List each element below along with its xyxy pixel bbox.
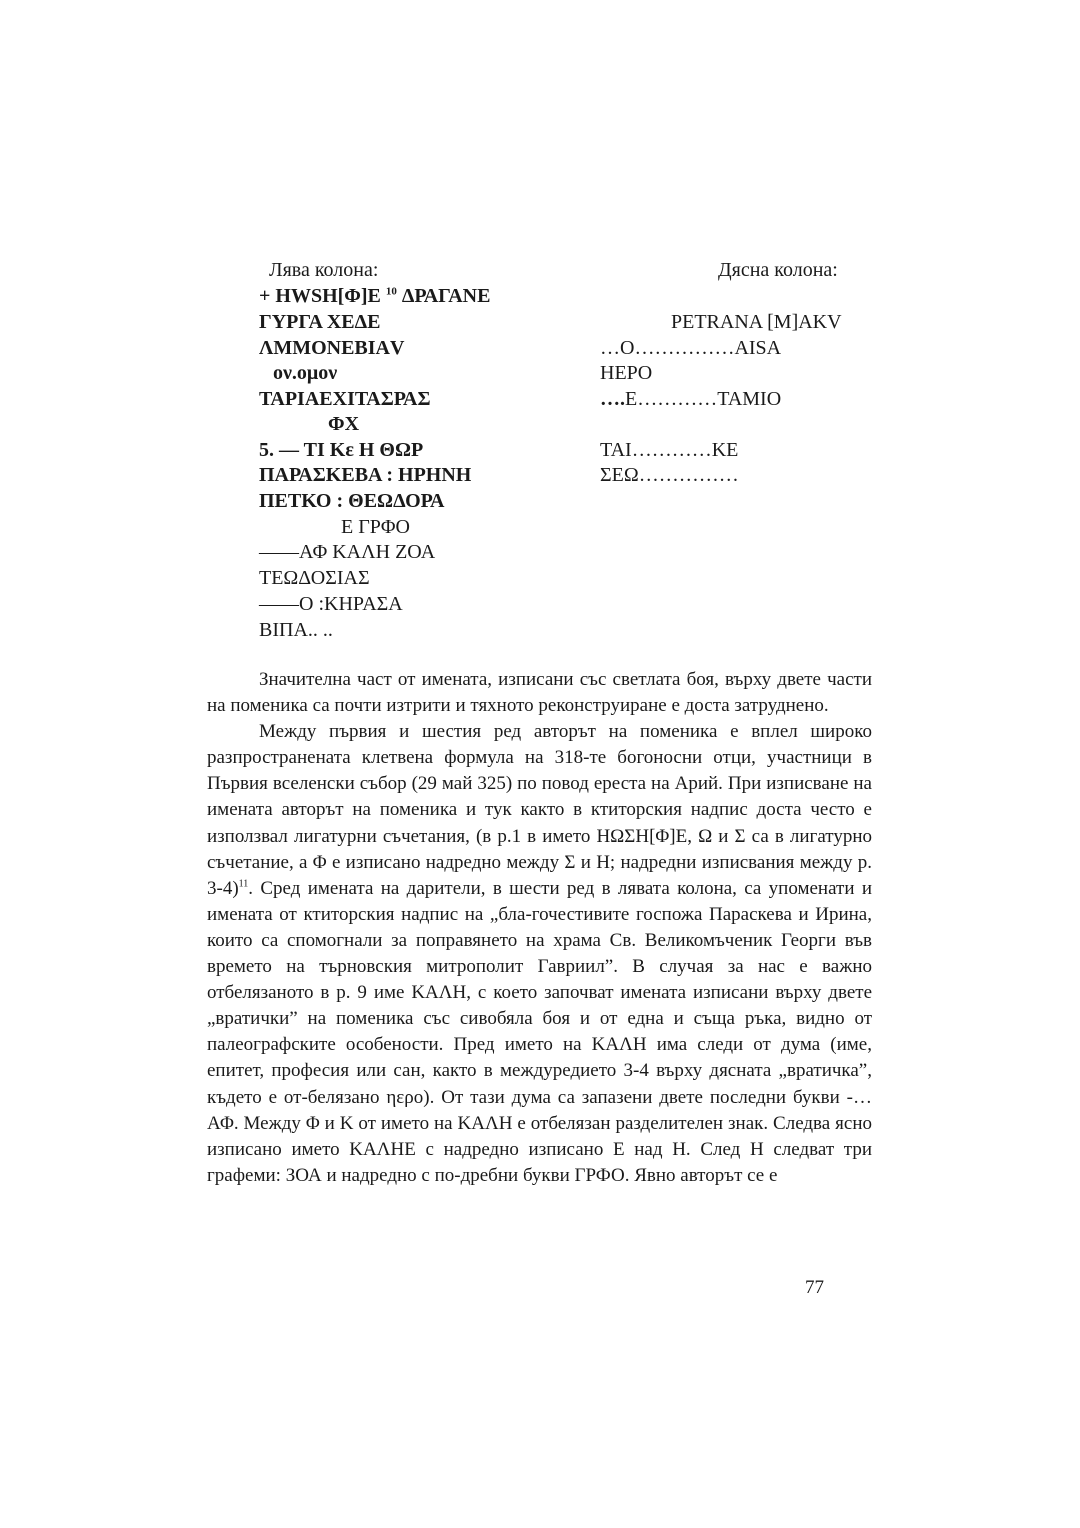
right-line-6: ΣΕΩ……………	[600, 464, 739, 486]
left-line-1-footnote-marker: 10	[385, 285, 397, 298]
paragraph-1: Значителна част от имената, изписани със светлата боя, върху двете части на поменика са почти изтрити и тяхното реконструиране е доста затруднено.	[207, 669, 872, 717]
right-line-3: HEPO	[600, 362, 653, 384]
right-line-4-dots: ….	[600, 388, 625, 410]
left-line-14: ΒΙΠΑ.. ..	[259, 619, 333, 641]
left-line-5: ΤΑΡΙΑΕΧΙΤΑΣΡΑΣ	[259, 388, 431, 410]
left-line-2: ΓΥΡΓΑ ΧΕΔΕ	[259, 311, 381, 333]
right-column-header: Дясна колона:	[718, 259, 838, 281]
right-line-1: PETRANA [M]AKV	[671, 311, 842, 333]
footnote-reference-11: 11	[238, 878, 249, 890]
left-line-11: ——ΑΦ ΚΑΛΗ ΖΟΑ	[259, 541, 436, 563]
right-line-4-text: E…………TAMIO	[625, 388, 782, 410]
left-line-7: 5. — ΤΙ Κε Η ΘΩΡ	[259, 439, 424, 461]
left-column-header: Лява колона:	[269, 259, 379, 281]
left-line-10: Ε ΓΡΦΟ	[341, 516, 410, 538]
left-line-1-text: + HWSH[Φ]E	[259, 285, 381, 307]
left-line-13: ——Ο :ΚΗΡΑΣΑ	[259, 593, 403, 615]
right-line-2: …O……………AISA	[600, 337, 782, 359]
left-line-4: ον.ομον	[273, 362, 338, 384]
paragraph-2-part-2: . Сред имената на дарители, в шести ред в лявата колона, са упоменати и имената от ктиторския надпис на „бла-гочестивите госпожа Параскева и Ирина, които са спомогнали за поправянето на храма Св. Великомъченик Георги във времето на търновския митрополит Гавриил”. В случая за нас е важно отбелязаното в р. 9 име ΚΑΛΗ, с което започват имената изписани върху двете „вратички” на поменика със сивобяла боя и от една и съща ръка, видно от палеографските особености. Пред името на ΚΑΛΗ има следи от дума (име, епитет, професия или сан, както в междуредието 3-4 върху дясната „вратичка”, където е от-белязано ηερο). От тази дума са запазени двете последни букви -…ΑΦ. Между Φ и Κ от името на ΚΑΛΗ е отбелязан разделителен знак. Следва ясно изписано името ΚΑΛΗΕ с надредно изписано Ε над Η. След Η следват три графеми: ЗОА и надредно с по-дребни букви ГРФО. Явно авторът се е	[207, 877, 872, 1186]
left-line-8: ΠΑΡΑΣΚΕΒΑ : ΗΡΗΝΗ	[259, 464, 472, 486]
body-text	[207, 667, 872, 1189]
left-line-1	[259, 283, 490, 309]
page-number: 77	[805, 1277, 824, 1298]
right-line-4	[600, 386, 781, 412]
paragraph-2-part-1: Между първия и шестия ред авторът на поменика е вплел широко разпространената клетвена формула на 318-те богоносни отци, участници в Първия вселенски събор (29 май 325) по повод ереста на Арий. При изписване на имената авторът на поменика и тук както в ктиторския надпис доста често е използвал лигатурни съчетания, (в р.1 в името ΗΩΣΗ[Φ]Ε, Ω и Σ са в лигатурно съчетание, а Φ е изписано надредно между Σ и Η; надредни изписвания между р. 3-4)	[207, 721, 872, 899]
paragraph-2	[207, 719, 872, 1189]
left-line-9: ΠΕΤΚΟ : ΘΕΩΔΟΡΑ	[259, 490, 445, 512]
left-line-12: ΤΕΩΔΟΣΙΑΣ	[259, 567, 370, 589]
left-line-6: ΦΧ	[328, 413, 360, 435]
left-line-1-rest: ΔΡΑΓΑΝΕ	[401, 285, 491, 307]
right-line-5: TAI…………KE	[600, 439, 739, 461]
left-line-3: ΛΜΜΟΝΕΒΙΑV	[259, 337, 405, 359]
